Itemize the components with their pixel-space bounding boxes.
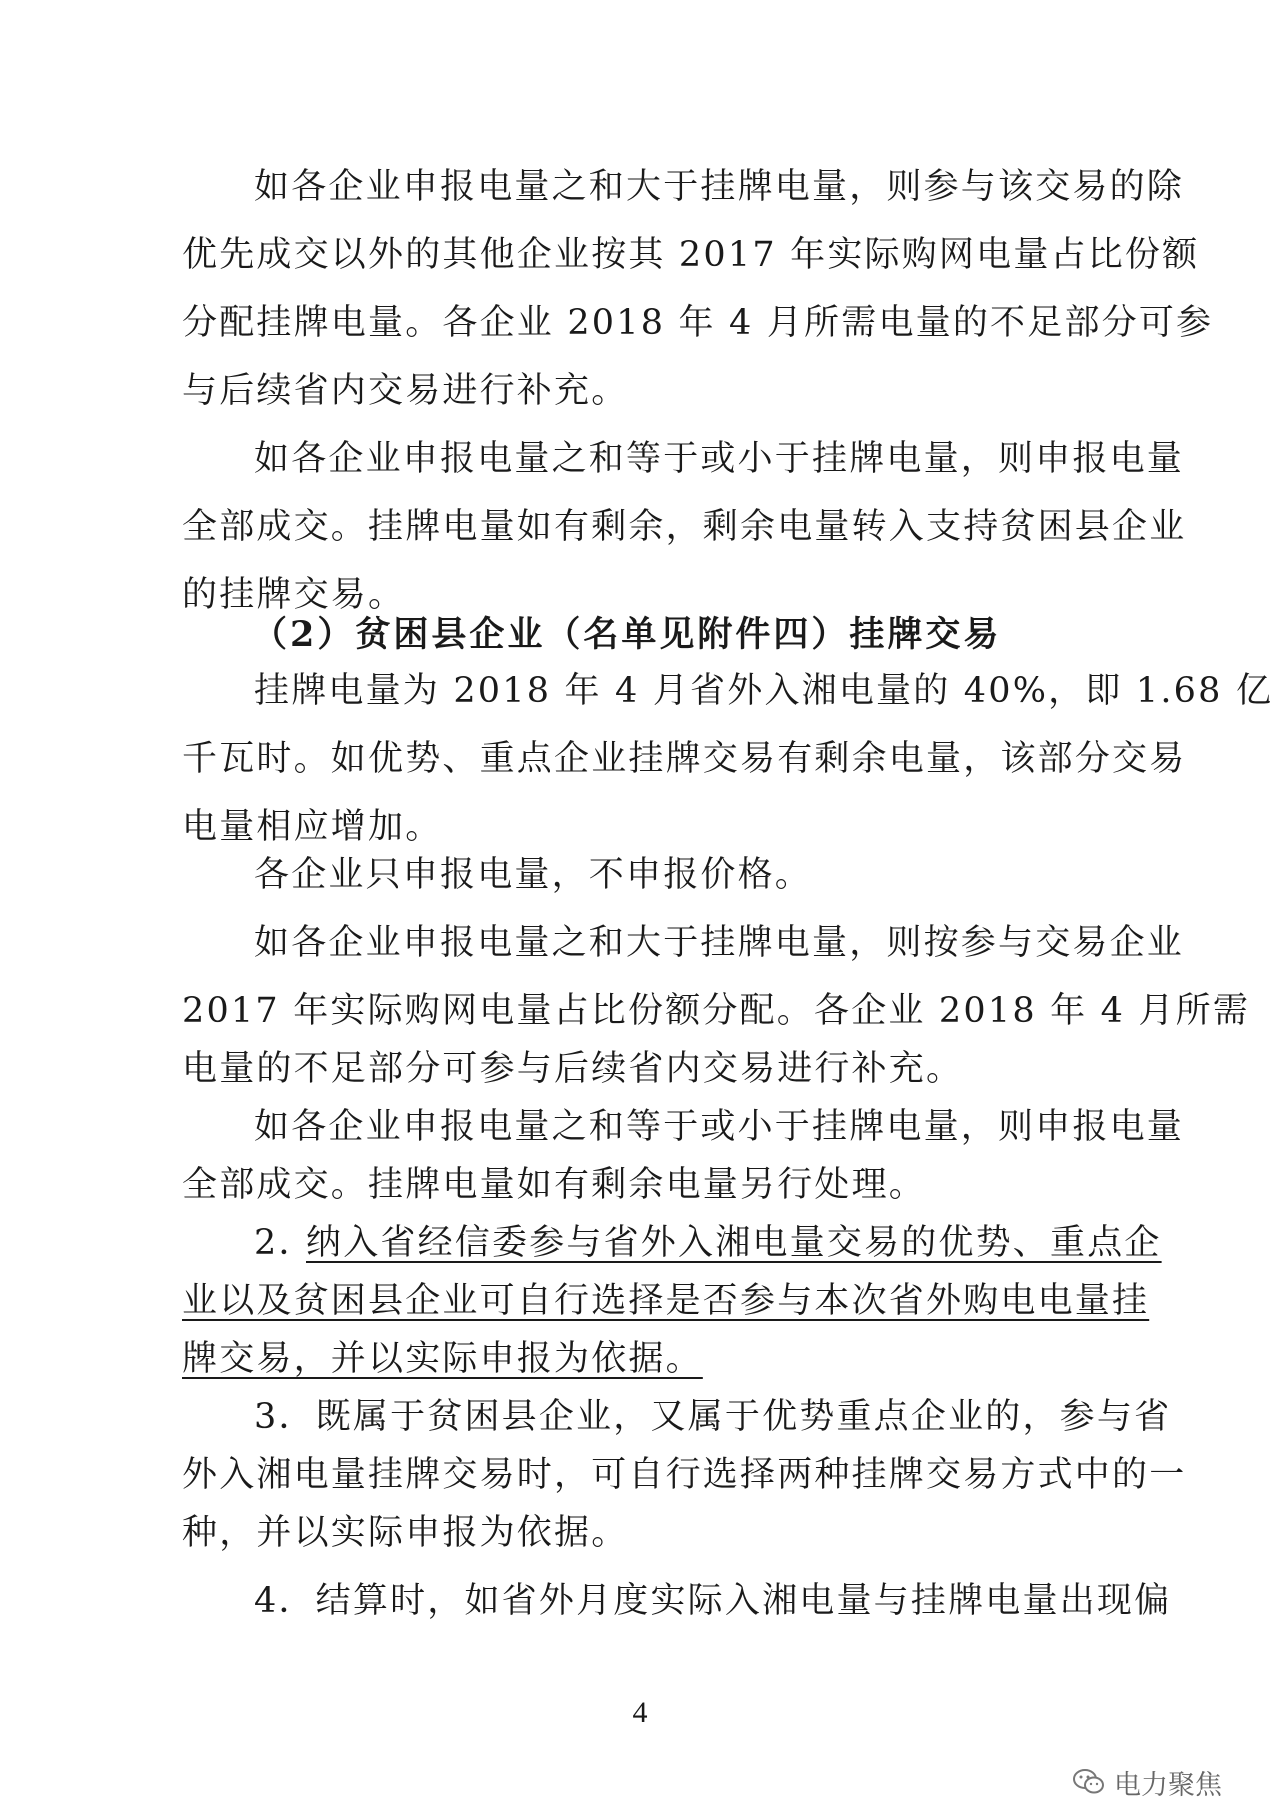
watermark-text: 电力聚焦 bbox=[1114, 1769, 1222, 1801]
paragraph-line: 3．既属于贫困县企业，又属于优势重点企业的，参与省 bbox=[254, 1397, 1172, 1437]
paragraph-line: 如各企业申报电量之和等于或小于挂牌电量，则申报电量 bbox=[254, 439, 1185, 479]
paragraph-line: 种，并以实际申报为依据。 bbox=[182, 1513, 629, 1553]
paragraph-line: 优先成交以外的其他企业按其 2017 年实际购网电量占比份额 bbox=[182, 235, 1200, 275]
paragraph-line: 各企业只申报电量，不申报价格。 bbox=[254, 855, 813, 895]
paragraph-line: 2017 年实际购网电量占比份额分配。各企业 2018 年 4 月所需 bbox=[182, 991, 1251, 1031]
paragraph-line: 全部成交。挂牌电量如有剩余电量另行处理。 bbox=[182, 1165, 927, 1205]
paragraph-line: 挂牌电量为 2018 年 4 月省外入湘电量的 40%，即 1.68 亿 bbox=[254, 671, 1274, 711]
paragraph-line: 电量的不足部分可参与后续省内交易进行补充。 bbox=[182, 1049, 964, 1089]
paragraph-line: 4．结算时，如省外月度实际入湘电量与挂牌电量出现偏 bbox=[254, 1581, 1172, 1621]
underlined-line: 纳入省经信委参与省外入湘电量交易的优势、重点企 bbox=[306, 1223, 1162, 1263]
underlined-line: 业以及贫困县企业可自行选择是否参与本次省外购电电量挂 bbox=[182, 1281, 1150, 1321]
wechat-icon bbox=[1072, 1767, 1106, 1797]
list-number: 2． bbox=[254, 1223, 316, 1263]
paragraph-line: 千瓦时。如优势、重点企业挂牌交易有剩余电量，该部分交易 bbox=[182, 739, 1187, 779]
paragraph-line: 如各企业申报电量之和等于或小于挂牌电量，则申报电量 bbox=[254, 1107, 1185, 1147]
paragraph-line: 分配挂牌电量。各企业 2018 年 4 月所需电量的不足部分可参 bbox=[182, 303, 1214, 343]
underlined-line: 牌交易，并以实际申报为依据。 bbox=[182, 1339, 703, 1379]
paragraph-line: 如各企业申报电量之和大于挂牌电量，则按参与交易企业 bbox=[254, 923, 1185, 963]
section-heading: （2）贫困县企业（名单见附件四）挂牌交易 bbox=[252, 614, 1002, 655]
paragraph-line: 与后续省内交易进行补充。 bbox=[182, 371, 629, 411]
watermark bbox=[1072, 1762, 1222, 1802]
paragraph-line: 全部成交。挂牌电量如有剩余，剩余电量转入支持贫困县企业 bbox=[182, 507, 1187, 547]
page-number: 4 bbox=[632, 1696, 648, 1729]
paragraph-line: 如各企业申报电量之和大于挂牌电量，则参与该交易的除 bbox=[254, 167, 1185, 207]
paragraph-line: 外入湘电量挂牌交易时，可自行选择两种挂牌交易方式中的一 bbox=[182, 1455, 1187, 1495]
paragraph-line: 电量相应增加。 bbox=[182, 807, 443, 847]
paragraph-line: 的挂牌交易。 bbox=[182, 575, 406, 615]
